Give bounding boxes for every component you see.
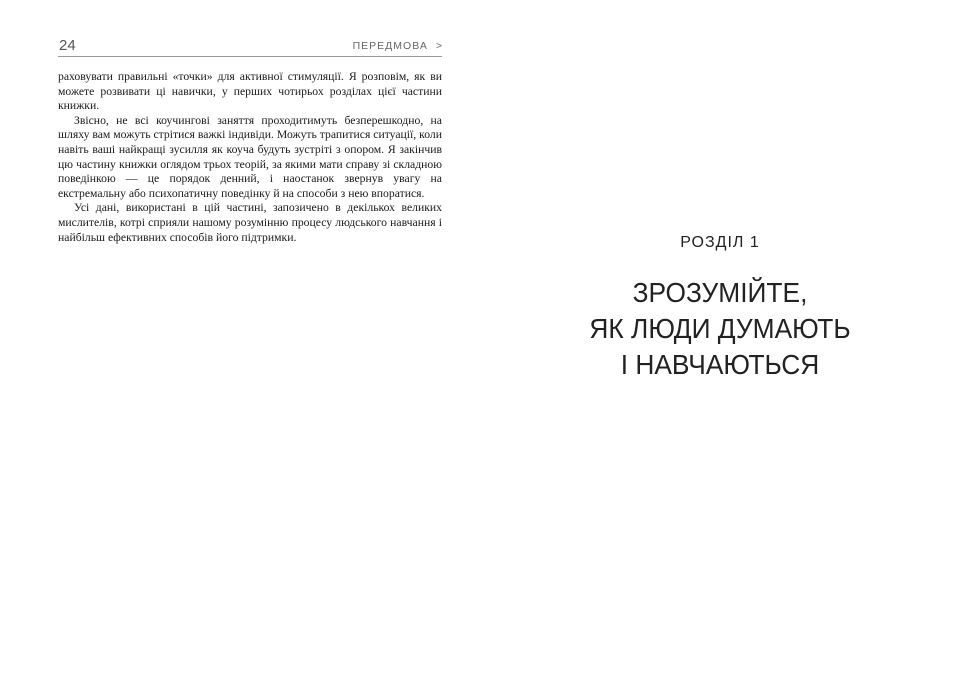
section-title: ПЕРЕДМОВА — [352, 40, 428, 52]
paragraph: раховувати правильні «точки» для активної стимуляції. Я розповім, як ви можете розвивати ці навички, у перших чотирьох розділах цієї частини книжки. — [58, 70, 442, 113]
chapter-title-line: ЯК ЛЮДИ ДУМАЮТЬ — [589, 313, 851, 344]
running-head — [58, 36, 442, 57]
page-number: 24 — [59, 37, 76, 54]
paragraph: Звісно, не всі коучингові заняття проходитимуть безперешкодно, на шляху вам можуть стрітися важкі індивіди. Можуть трапитися ситуації, коли навіть ваші найкращі зусилля як коуча будуть зустріті з опором. Я закінчив цю частину книжки оглядом трьох теорій, за якими мати справу зі складною поведінкою — це порядок денний, і наостанок звернув увагу на екстремальну або психопатичну поведінку й на способи з нею впоратися. — [58, 113, 442, 200]
right-page — [520, 0, 920, 691]
body-text — [58, 70, 442, 245]
chevron-right-icon: > — [435, 40, 442, 52]
chapter-title-line: І НАВЧАЮТЬСЯ — [620, 349, 820, 380]
left-page — [58, 36, 442, 245]
chapter-title-line: ЗРОЗУМІЙТЕ, — [632, 277, 808, 308]
chapter-title — [532, 275, 908, 383]
paragraph: Усі дані, використані в цій частині, запозичено в декількох великих мислителів, котрі сприяли нашому розумінню процесу людського навчання і найбільш ефективних способів його підтримки. — [58, 201, 442, 244]
running-head-section — [353, 40, 442, 52]
chapter-label: РОЗДІЛ 1 — [680, 234, 760, 251]
